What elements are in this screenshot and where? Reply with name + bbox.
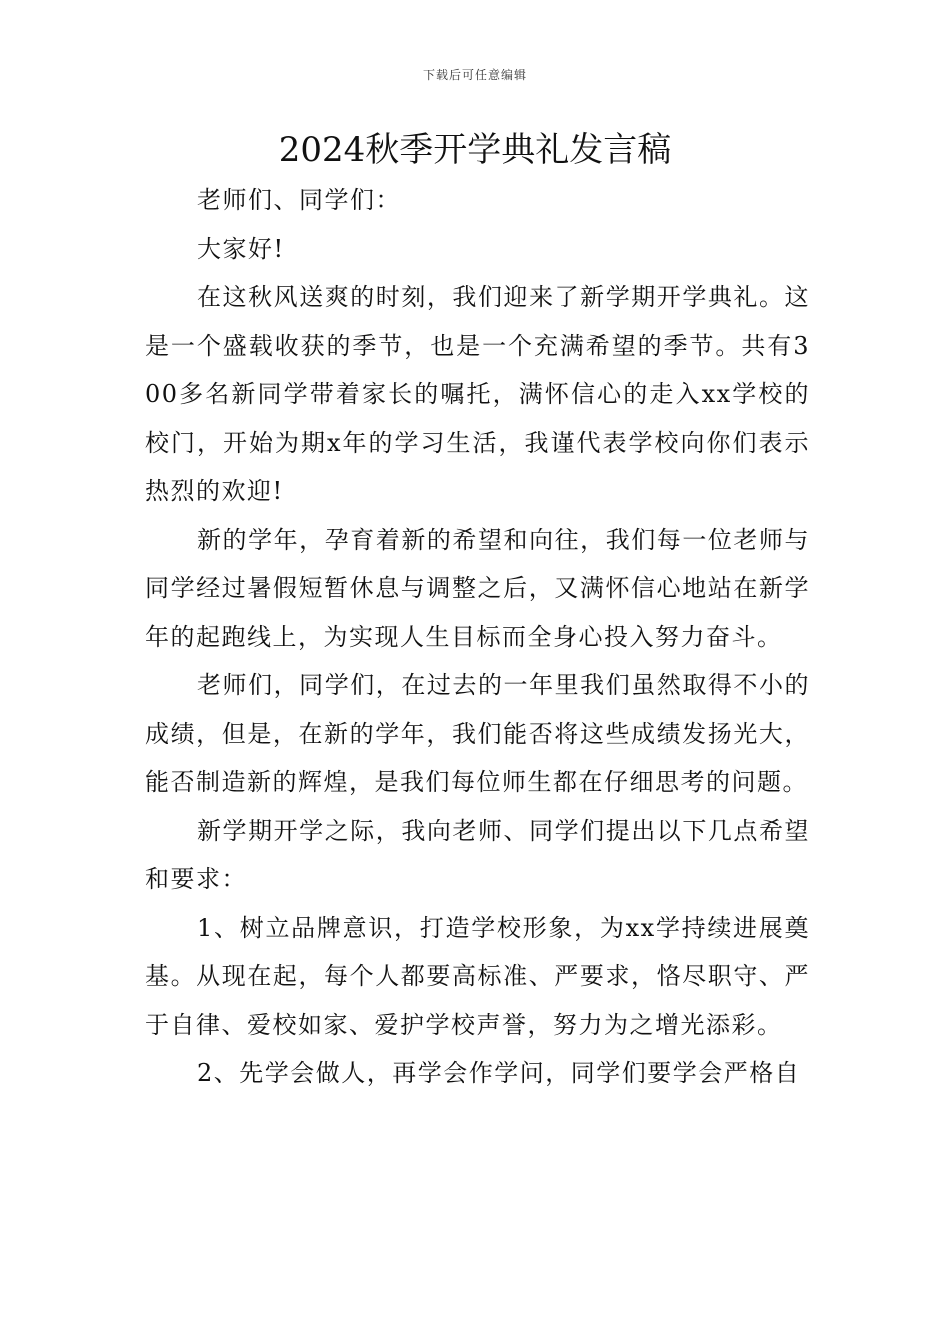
paragraph-salutation: 老师们、同学们：: [197, 186, 401, 214]
document-title: 2024秋季开学典礼发言稿: [278, 130, 672, 170]
document-body: [145, 176, 810, 1098]
paragraph-greeting: 大家好!: [197, 234, 285, 263]
paragraph-expectations-intro: 新学期开学之际，我向老师、同学们提出以下几点希望和要求：: [145, 816, 810, 893]
download-note: 下载后可任意编辑: [422, 68, 527, 82]
paragraph-new-year: 新的学年，孕育着新的希望和向往，我们每一位老师与同学经过暑假短暂休息与调整之后，又满怀信心地站在新学年的起跑线上，为实现人生目标而全身心投入努力奋斗。: [145, 525, 810, 651]
paragraph-achievements: 老师们，同学们，在过去的一年里我们虽然取得不小的成绩，但是，在新的学年，我们能否将这些成绩发扬光大，能否制造新的辉煌，是我们每位师生都在仔细思考的问题。: [145, 671, 810, 796]
paragraph-welcome: 在这秋风送爽的时刻，我们迎来了新学期开学典礼。这是一个盛载收获的季节，也是一个充满希望的季节。共有300多名新同学带着家长的嘱托，满怀信心的走入xx学校的校门，开始为期x年的学习生活，我谨代表学校向你们表示热烈的欢迎!: [145, 283, 810, 505]
paragraph-point-2: 2、先学会做人，再学会作学问，同学们要学会严格自: [197, 1059, 801, 1087]
paragraph-point-1: 1、树立品牌意识，打造学校形象，为xx学持续进展奠基。从现在起，每个人都要高标准、严要求，恪尽职守、严于自律、爱校如家、爱护学校声誉，努力为之增光添彩。: [145, 913, 810, 1039]
